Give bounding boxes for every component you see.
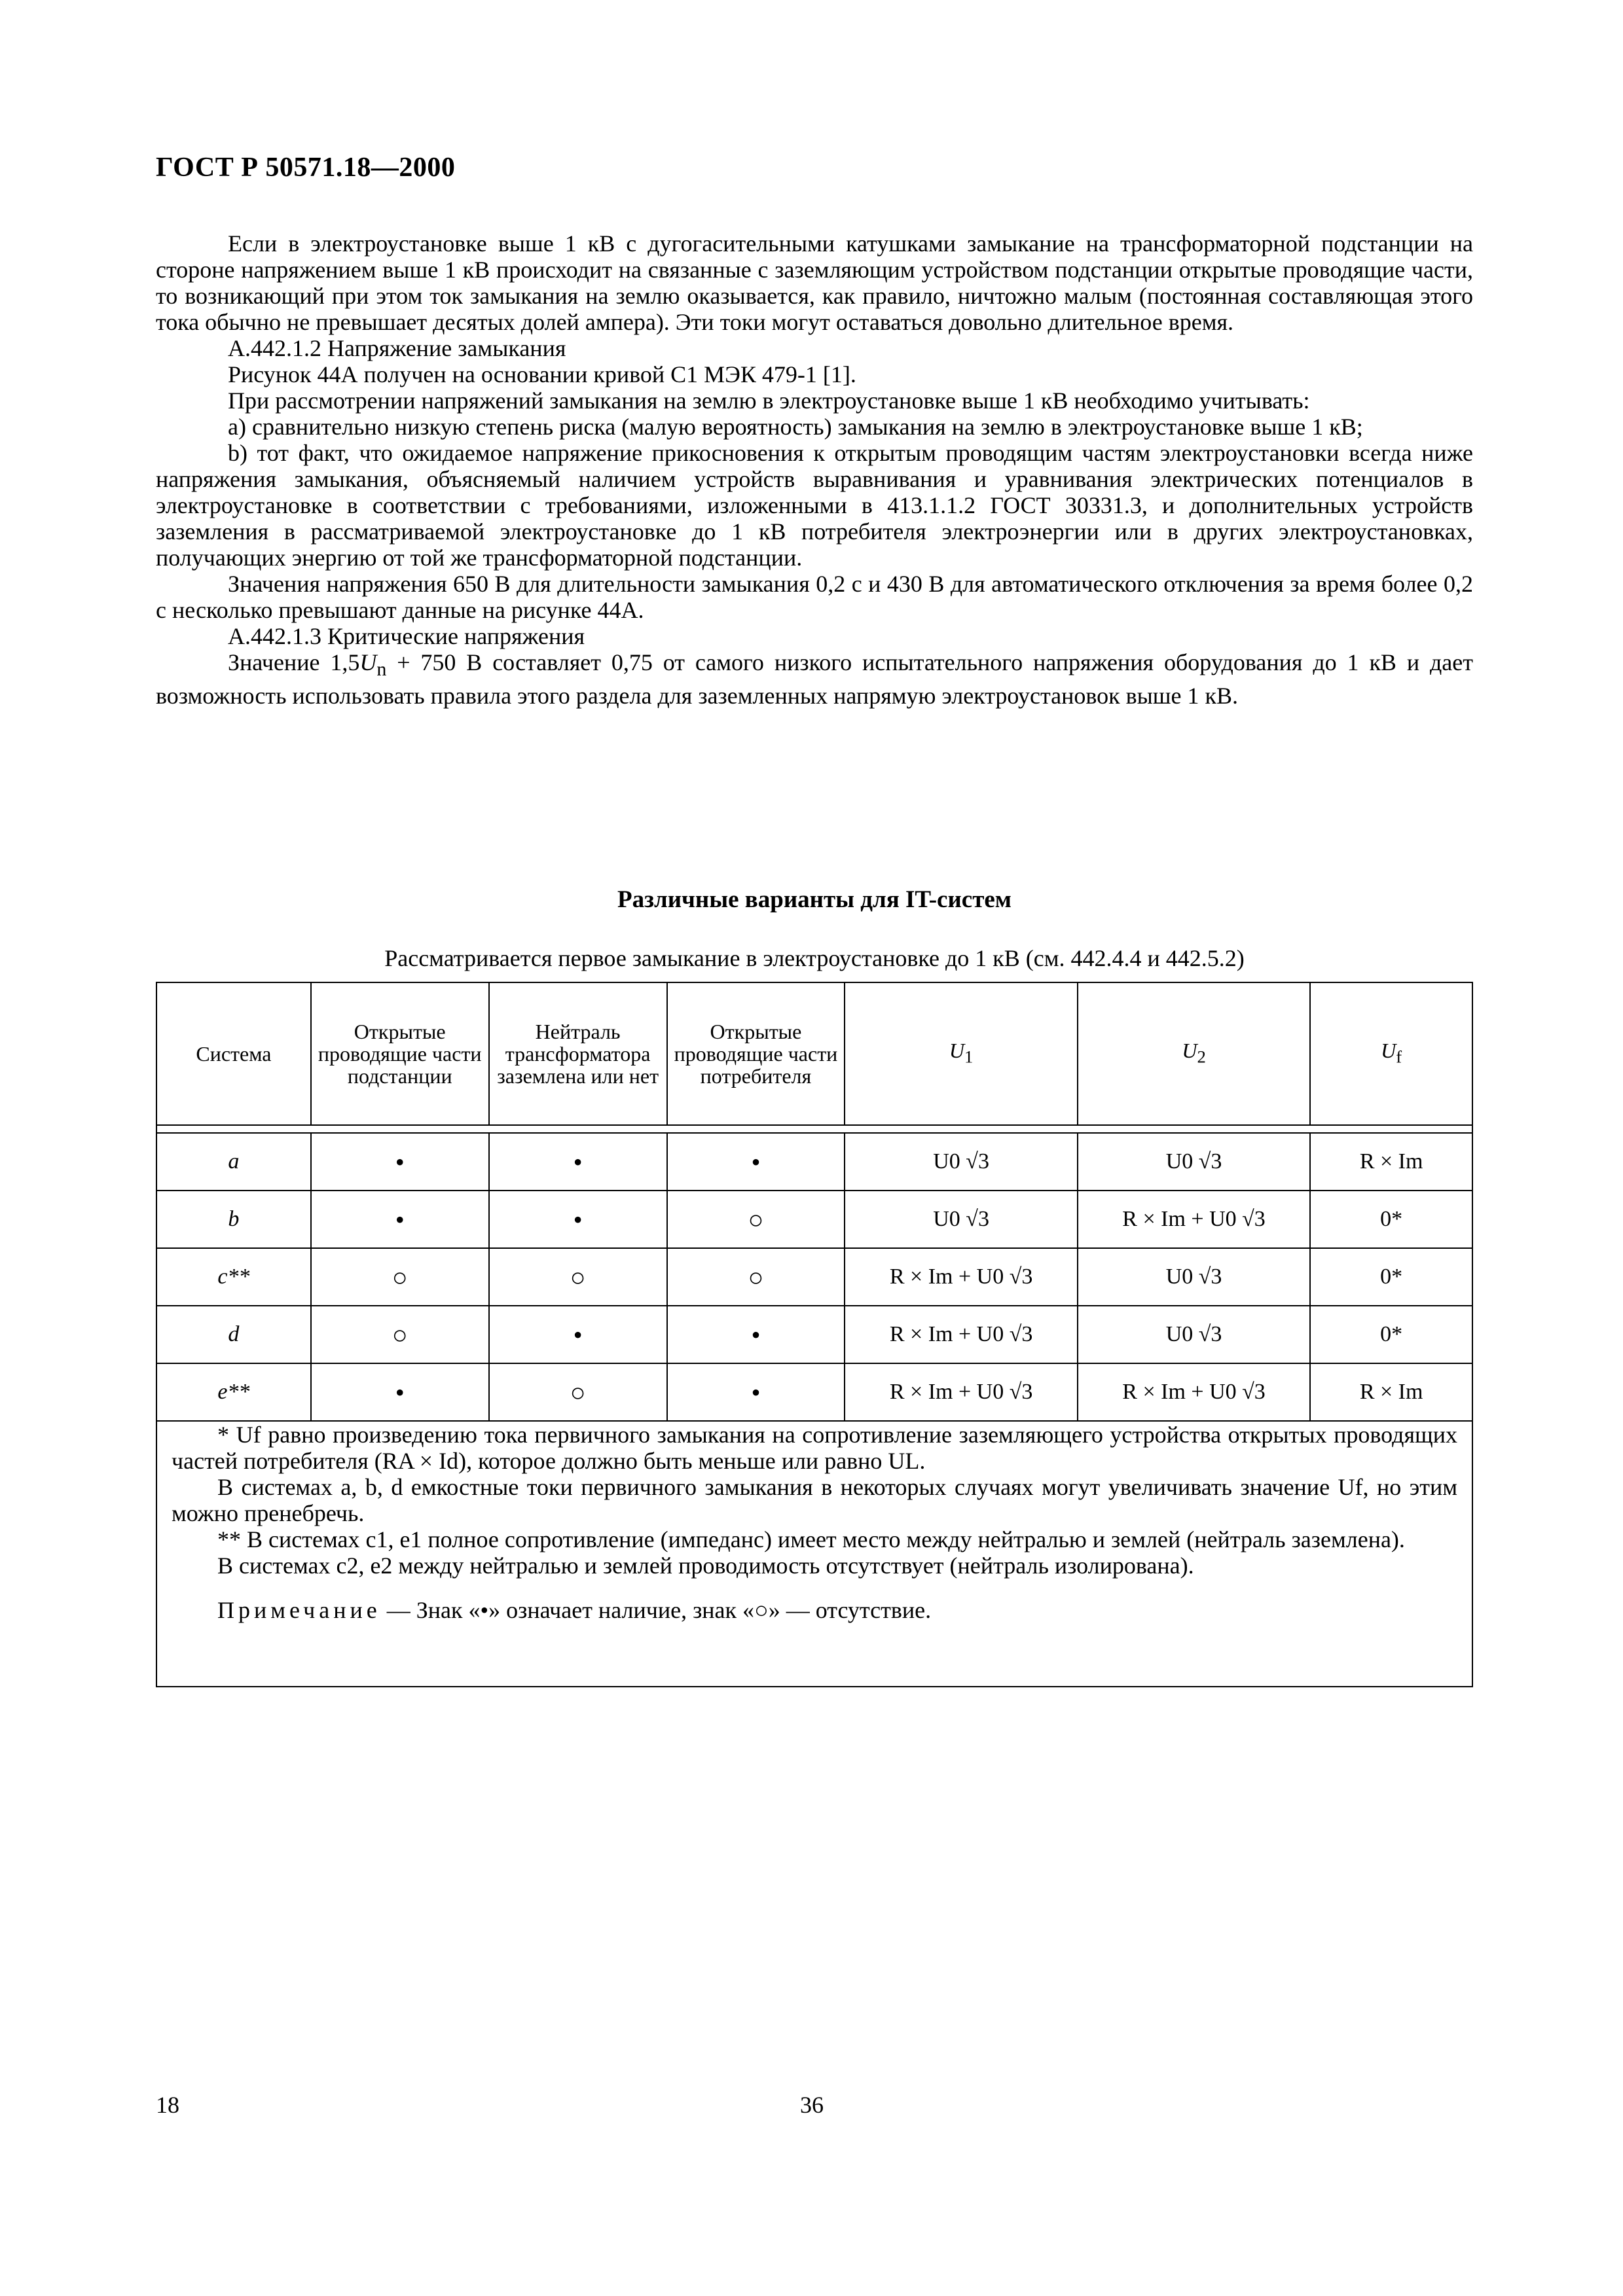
cell-u1: R × Im + U0 √3 (845, 1248, 1077, 1306)
paragraph: Рисунок 44А получен на основании кривой С1 МЭК 479-1 [1]. (228, 361, 856, 387)
header-u2: $U_2$ (1078, 982, 1310, 1125)
note-label: Примечание (217, 1597, 381, 1623)
cell-substation: ○ (311, 1248, 489, 1306)
cell-u1: R × Im + U0 √3 (845, 1363, 1077, 1421)
cell-consumer: ○ (667, 1248, 845, 1306)
cell-uf: R × Im (1310, 1133, 1472, 1191)
cell-u2: R × Im + U0 √3 (1078, 1363, 1310, 1421)
paragraph: А.442.1.3 Критические напряжения (228, 623, 585, 649)
paragraph: Значения напряжения 650 В для длительности замыкания 0,2 с и 430 В для автоматического отключения за время более 0,2 с несколько превышают данные на рисунке 44А. (156, 571, 1473, 623)
cell-uf: R × Im (1310, 1363, 1472, 1421)
cell-uf: 0* (1310, 1248, 1472, 1306)
table-row (156, 1133, 1472, 1191)
cell-system: d (156, 1306, 311, 1363)
footnote: * Uf равно произведению тока первичного замыкания на сопротивление заземляющего устройства открытых проводящих частей потребителя (RA × Id), которое должно быть меньше или равно UL. (172, 1422, 1457, 1474)
cell-uf: 0* (1310, 1191, 1472, 1248)
header-system: Система (156, 982, 311, 1125)
footnote: В системах c2, e2 между нейтралью и землей проводимость отсутствует (нейтраль изолирована). (217, 1552, 1194, 1579)
cell-consumer: ○ (667, 1191, 845, 1248)
cell-substation: ○ (311, 1306, 489, 1363)
it-systems-table (156, 982, 1473, 1422)
cell-u1: U0 √3 (845, 1133, 1077, 1191)
header-neutral: Нейтраль трансформатора заземлена или нет (489, 982, 667, 1125)
page-number-left: 18 (156, 2092, 179, 2118)
cell-u1: U0 √3 (845, 1191, 1077, 1248)
paragraph: При рассмотрении напряжений замыкания на землю в электроустановке выше 1 кВ необходимо учитывать: (228, 387, 1310, 414)
document-header: ГОСТ Р 50571.18—2000 (156, 152, 456, 183)
cell-substation: • (311, 1191, 489, 1248)
header-separator (156, 1125, 1472, 1133)
cell-u1: R × Im + U0 √3 (845, 1306, 1077, 1363)
cell-system: c** (156, 1248, 311, 1306)
paragraph-critical-voltage: Значение $1,5U_n + 750$ В составляет 0,75 от самого низкого испытательного напряжения оборудования до 1 кВ и дает возможность использовать правила этого раздела для заземленных напрямую электроустановок выше 1 кВ. (156, 649, 1473, 709)
table-note (172, 1597, 1457, 1623)
paragraph: a) сравнительно низкую степень риска (малую вероятность) замыкания на землю в электроустановке выше 1 кВ; (228, 414, 1363, 440)
cell-u2: R × Im + U0 √3 (1078, 1191, 1310, 1248)
header-u1: $U_1$ (845, 982, 1077, 1125)
cell-consumer: • (667, 1306, 845, 1363)
cell-uf: 0* (1310, 1306, 1472, 1363)
paragraph: b) тот факт, что ожидаемое напряжение прикосновения к открытым проводящим частям электроустановки всегда ниже напряжения замыкания, объясняемый наличием устройств выравнивания и уравнивания электрических потенциалов в электроустановке в соответствии с требованиями, изложенными в 413.1.1.2 ГОСТ 30331.3, и дополнительных устройств заземления в рассматриваемой электроустановке до 1 кВ потребителя электроэнергии или в других электроустановках, получающих энергию от той же трансформаторной подстанции. (156, 440, 1473, 571)
footnote: ** В системах c1, e1 полное сопротивление (импеданс) имеет место между нейтралью и землей (нейтраль заземлена). (217, 1526, 1405, 1552)
cell-neutral: • (489, 1306, 667, 1363)
paragraph: Если в электроустановке выше 1 кВ с дугогасительными катушками замыкание на трансформаторной подстанции на стороне напряжением выше 1 кВ происходит на связанные с заземляющим устройством подстанции открытые проводящие части, то возникающий при этом ток замыкания на землю оказывается, как правило, ничтожно малым (постоянная составляющая этого тока обычно не превышает десятых долей ампера). Эти токи могут оставаться довольно длительное время. (156, 230, 1473, 335)
cell-neutral: • (489, 1191, 667, 1248)
cell-system: e** (156, 1363, 311, 1421)
table-caption: Рассматривается первое замыкание в электроустановке до 1 кВ (см. 442.4.4 и 442.5.2) (384, 945, 1245, 971)
page-number-center: 36 (800, 2092, 824, 2118)
header-substation: Открытые проводящие части подстанции (311, 982, 489, 1125)
paragraph: А.442.1.2 Напряжение замыкания (228, 335, 566, 361)
footnote: В системах a, b, d емкостные токи первичного замыкания в некоторых случаях могут увеличивать значение Uf, но этим можно пренебречь. (172, 1474, 1457, 1526)
cell-consumer: • (667, 1133, 845, 1191)
table-row (156, 1248, 1472, 1306)
header-uf: $U_f$ (1310, 982, 1472, 1125)
cell-substation: • (311, 1133, 489, 1191)
cell-u2: U0 √3 (1078, 1306, 1310, 1363)
table-footnotes (156, 1406, 1473, 1687)
cell-neutral: ○ (489, 1248, 667, 1306)
cell-neutral: ○ (489, 1363, 667, 1421)
cell-system: a (156, 1133, 311, 1191)
cell-substation: • (311, 1363, 489, 1421)
body-text (156, 230, 1473, 709)
table-row (156, 1306, 1472, 1363)
header-consumer: Открытые проводящие части потребителя (667, 982, 845, 1125)
cell-u2: U0 √3 (1078, 1248, 1310, 1306)
section-title: Различные варианты для IT-систем (617, 886, 1012, 913)
cell-consumer: • (667, 1363, 845, 1421)
cell-neutral: • (489, 1133, 667, 1191)
table-row (156, 1191, 1472, 1248)
cell-system: b (156, 1191, 311, 1248)
cell-u2: U0 √3 (1078, 1133, 1310, 1191)
note-text: — Знак «•» означает наличие, знак «○» — отсутствие. (380, 1597, 932, 1623)
